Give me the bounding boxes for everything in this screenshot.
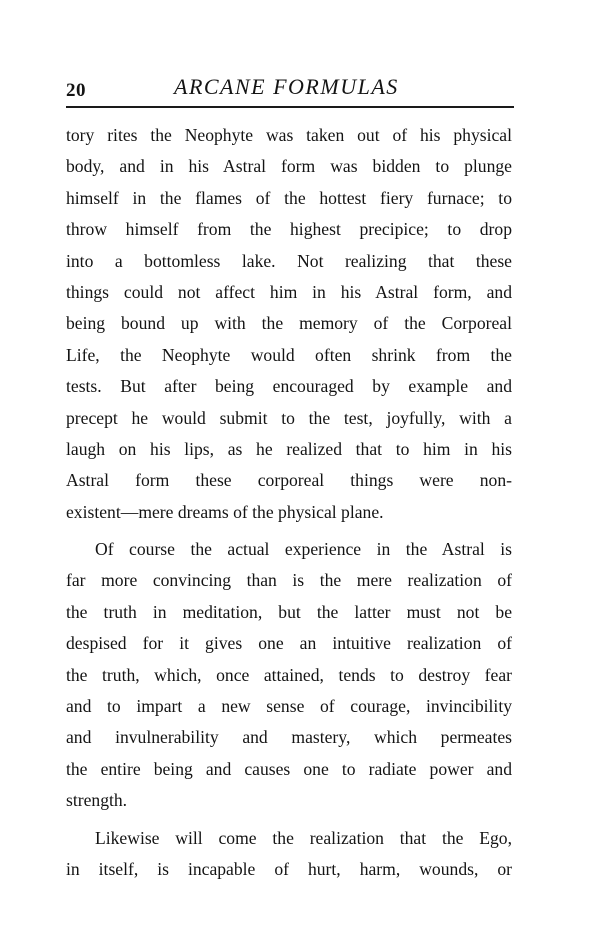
text-line: into a bottomless lake. Not realizing that these <box>66 250 512 271</box>
running-title: ARCANE FORMULAS <box>174 74 399 99</box>
text-line: and invulnerability and mastery, which permeates <box>66 727 512 748</box>
text-line: precept he would submit to the test, joyfully, with a <box>66 407 512 428</box>
text-line: Of course the actual experience in the Astral is <box>95 539 512 560</box>
body-text <box>66 120 512 891</box>
text-line: far more convincing than is the mere realization of <box>66 570 512 591</box>
text-line: the truth, which, once attained, tends to destroy fear <box>66 664 512 685</box>
text-line: despised for it gives one an intuitive realization of <box>66 633 512 654</box>
page-number: 20 <box>66 80 86 101</box>
text-line: existent—mere dreams of the physical plane. <box>66 501 384 522</box>
text-line: tory rites the Neophyte was taken out of his physical <box>66 125 512 145</box>
text-line: throw himself from the highest precipice; to drop <box>66 219 512 240</box>
text-line: laugh on his lips, as he realized that to him in his <box>66 438 512 459</box>
text-line: Astral form these corporeal things were non- <box>66 470 512 491</box>
text-line: tests. But after being encouraged by example and <box>66 376 512 397</box>
text-line: being bound up with the memory of the Corporeal <box>66 313 512 334</box>
paragraph-3 <box>66 823 512 886</box>
text-line: Likewise will come the realization that the Ego, <box>95 827 512 848</box>
text-line: body, and in his Astral form was bidden to plunge <box>66 156 512 177</box>
text-line: things could not affect him in his Astral form, and <box>66 281 512 302</box>
paragraph-1 <box>66 120 512 528</box>
paragraph-2 <box>66 534 512 817</box>
text-line: himself in the flames of the hottest fiery furnace; to <box>66 187 512 208</box>
running-head <box>66 70 514 108</box>
text-line: in itself, is incapable of hurt, harm, wounds, or <box>66 858 512 879</box>
text-line: Life, the Neophyte would often shrink from the <box>66 344 512 365</box>
text-line: strength. <box>66 790 128 811</box>
text-line: the entire being and causes one to radiate power and <box>66 758 512 779</box>
text-line: and to impart a new sense of courage, invincibility <box>66 696 512 717</box>
text-line: the truth in meditation, but the latter must not be <box>66 601 512 622</box>
